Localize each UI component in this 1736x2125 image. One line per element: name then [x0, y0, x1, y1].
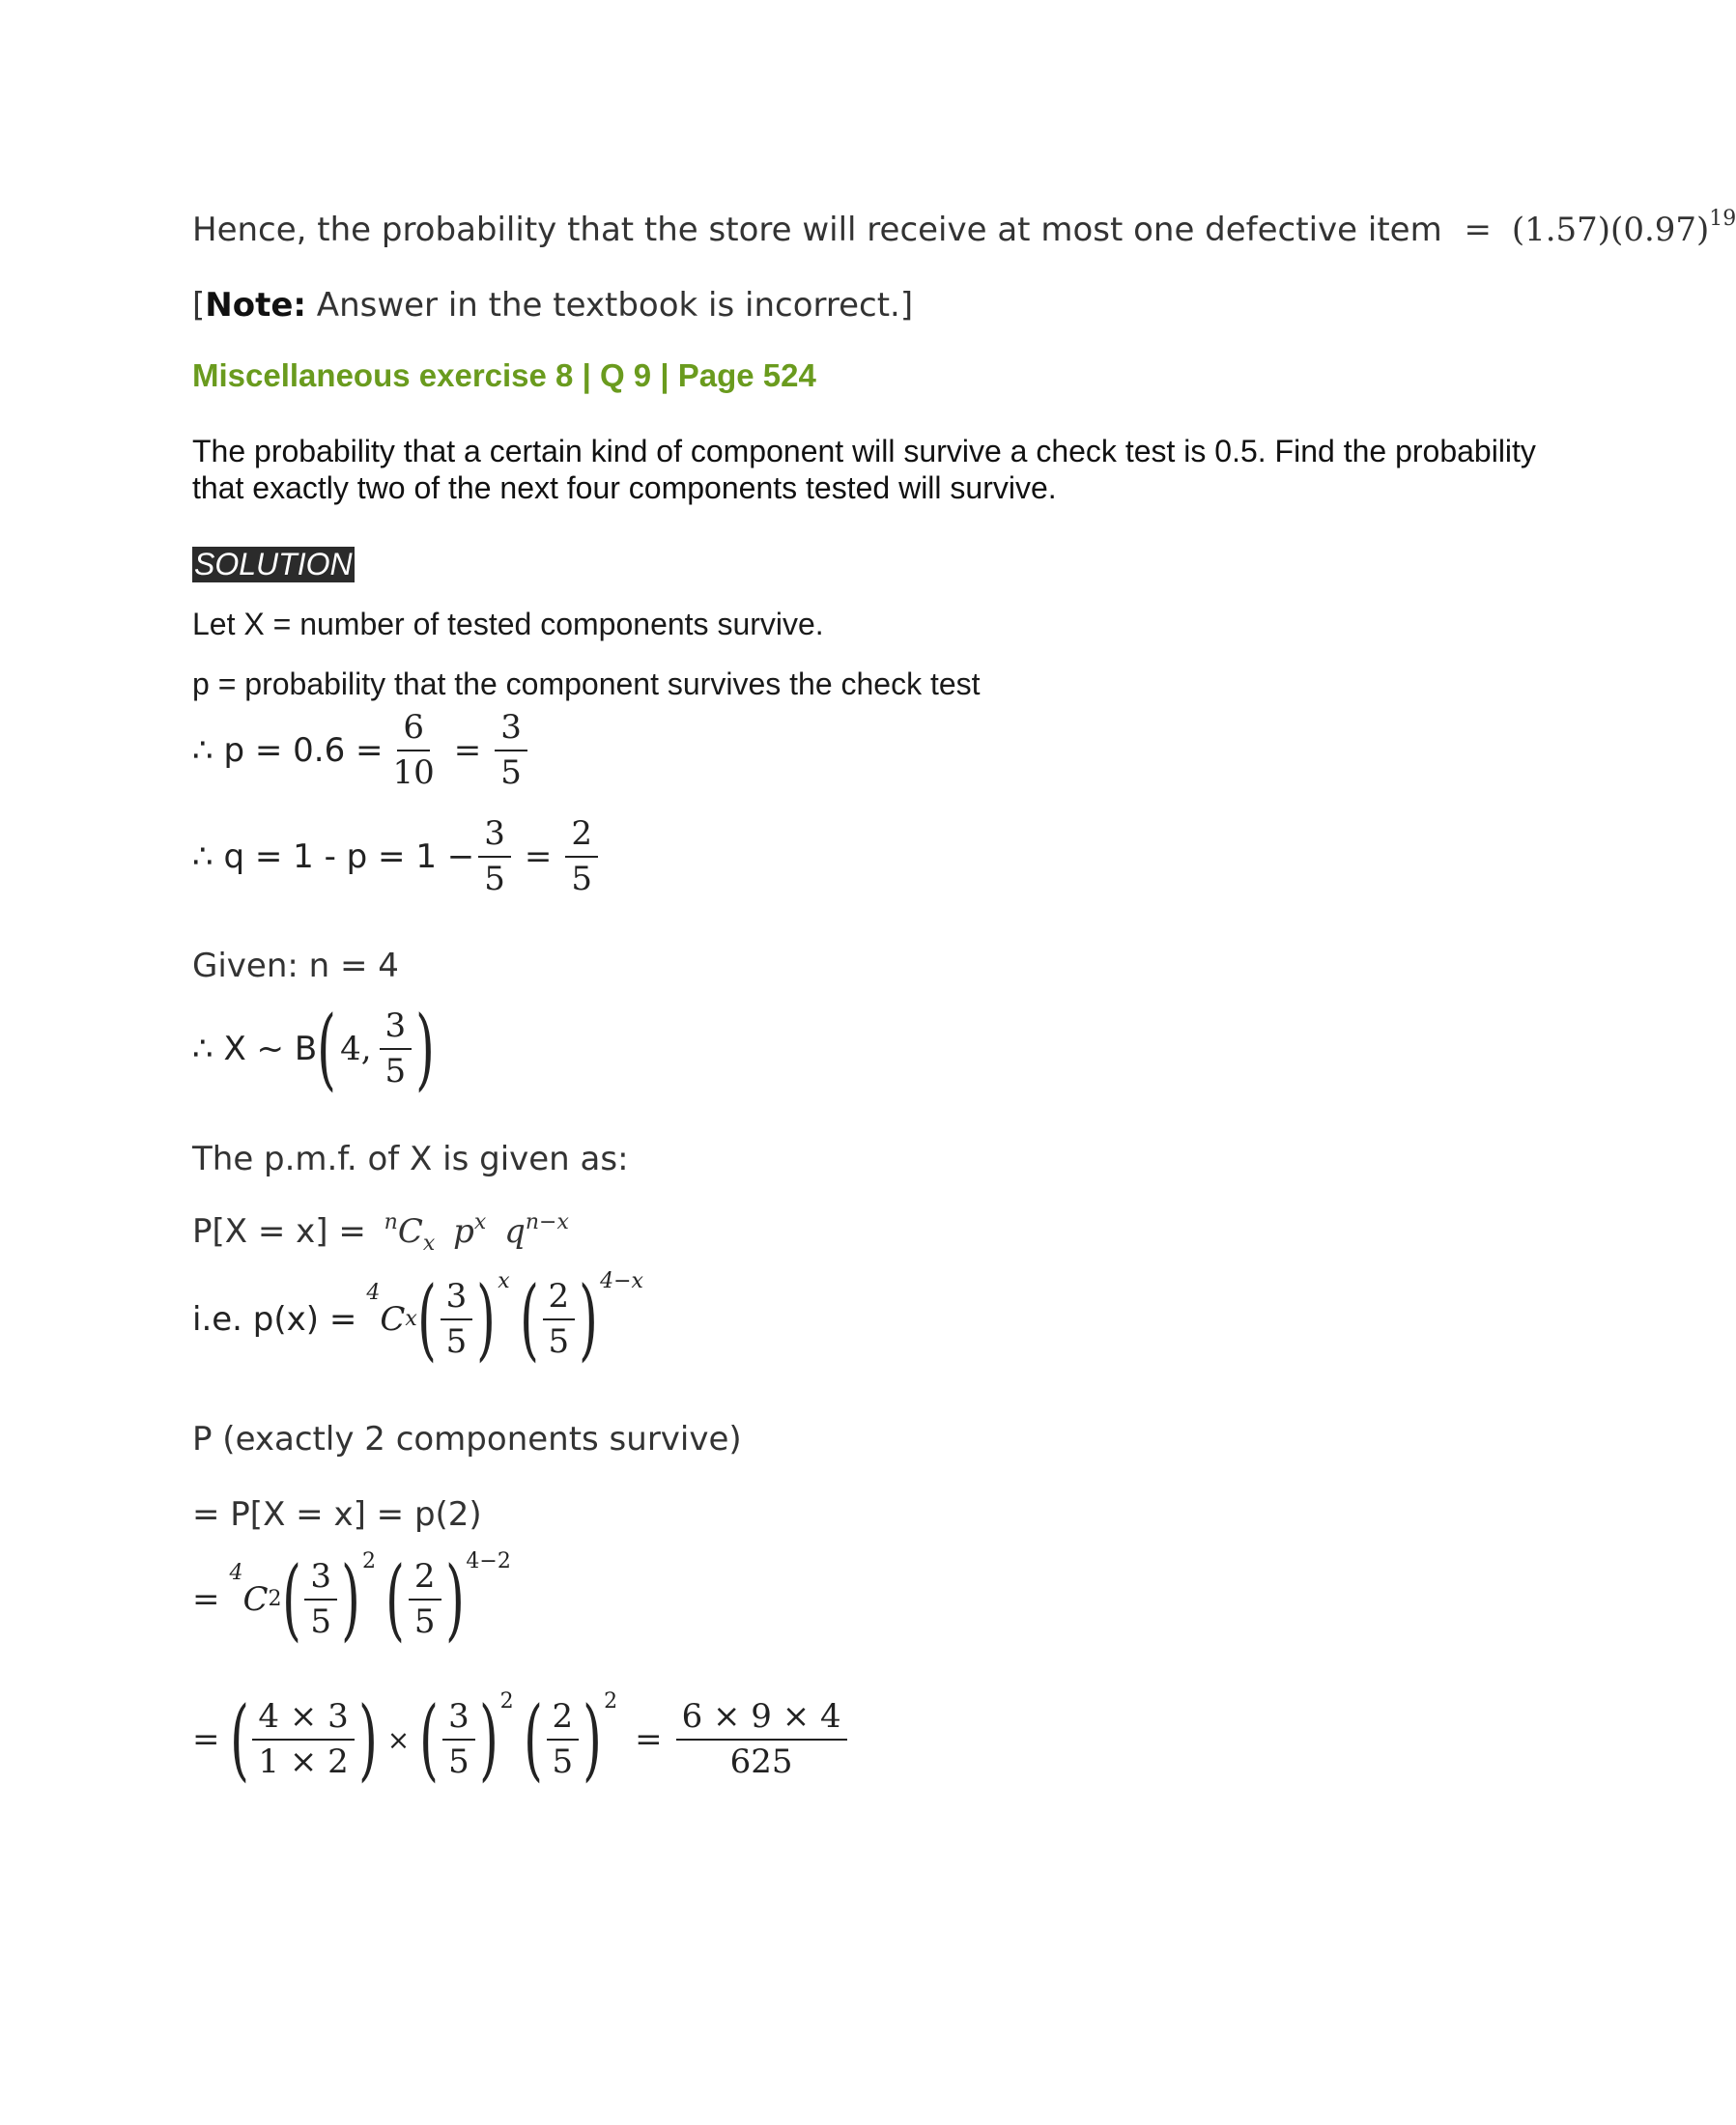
- note-bold: Note:: [205, 286, 306, 325]
- p-definition-line: p = probability that the component survives the check test: [192, 666, 981, 701]
- exactly-two-line: P (exactly 2 components survive): [192, 1420, 742, 1459]
- question-text: The probability that a certain kind of component will survive a check test is 0.5. Find the probability that exactly two of the next four components tested will survive.: [192, 434, 1536, 505]
- pmf-formula: [192, 1210, 569, 1256]
- exercise-heading: Miscellaneous exercise 8 | Q 9 | Page 524: [192, 357, 816, 393]
- pmf-sub: x: [422, 1232, 436, 1256]
- eq3-fraction-c: [252, 1696, 354, 1781]
- equation-2: = 4 C 2 ( $\frac{3}{5}$ ) 2 ( $\frac{2}{5}$ ) 4−2: [192, 1547, 511, 1651]
- ie-b-den: 5: [548, 1322, 570, 1361]
- p-f2-den: 5: [500, 753, 522, 793]
- p-fraction-2: [495, 710, 527, 792]
- ie-a-exp: x: [498, 1269, 510, 1293]
- eq3-r-den: 625: [729, 1742, 793, 1781]
- ie-pre: 4: [366, 1281, 381, 1305]
- distribution-line: ∴ X ~ B ( 4, $\frac{3}{5}$ ): [192, 997, 435, 1100]
- hence-line: Hence, the probability that the store will receive at most one defective item = $(1.57)(0.97)^{19}$: [192, 207, 1736, 249]
- note-text: Answer in the textbook is incorrect.]: [306, 286, 914, 325]
- q-f1-num: 3: [478, 816, 511, 858]
- pmf-n: n: [384, 1210, 398, 1234]
- eq2-a-den: 5: [310, 1602, 332, 1641]
- dist-fraction: [380, 1008, 413, 1091]
- ie-a-num: 3: [441, 1279, 473, 1320]
- pmf-lhs: P[X = x] =: [192, 1212, 366, 1251]
- given-line: Given: n = 4: [192, 947, 399, 985]
- eq3-c-den: 1 × 2: [258, 1742, 349, 1781]
- pmf-p: p: [453, 1212, 474, 1251]
- equation-1: = P[X = x] = p(2): [192, 1495, 482, 1534]
- pmf-p-exp: x: [473, 1210, 487, 1234]
- p-lhs: ∴ p = 0.6 =: [192, 731, 384, 771]
- ie-fraction-a: [441, 1276, 473, 1361]
- eq3-a-exp: 2: [499, 1689, 514, 1714]
- eq3-r-num: 6 × 9 × 4: [676, 1699, 847, 1741]
- q-f2-den: 5: [571, 860, 593, 899]
- hence-result: (1.57)(0.97): [1511, 211, 1710, 249]
- eq2-fraction-b: [409, 1556, 441, 1641]
- eq3-fraction-b: [547, 1696, 580, 1781]
- ie-a-den: 5: [445, 1322, 468, 1361]
- p-value-line: ∴ p = 0.6 = $\frac{6}{10}$ = $\frac{3}{5}$: [192, 710, 531, 792]
- p-f2-num: 3: [495, 710, 527, 751]
- solution-label: SOLUTION: [194, 547, 353, 581]
- eq2-b-num: 2: [409, 1559, 441, 1601]
- ie-b-exp: 4−x: [600, 1269, 643, 1293]
- pmf-ie-line: i.e. p(x) = 4 C x ( $\frac{3}{5}$ ) x ( $\frac{2}{5}$ ) 4−x: [192, 1267, 643, 1371]
- dist-num: 3: [380, 1008, 413, 1050]
- eq2-sub: 2: [268, 1587, 282, 1611]
- ie-fraction-b: [543, 1276, 576, 1361]
- hence-exponent: 19: [1709, 207, 1736, 231]
- eq2-a-exp: 2: [361, 1549, 376, 1573]
- ie-c: C: [380, 1300, 406, 1339]
- eq3-c-num: 4 × 3: [252, 1699, 354, 1741]
- dist-den: 5: [384, 1052, 407, 1091]
- let-x-line: Let X = number of tested components survive.: [192, 607, 824, 641]
- q-fraction-2: [565, 816, 598, 898]
- q-value-line: ∴ q = 1 - p = 1 − $\frac{3}{5}$ = $\frac{2}{5}$: [192, 816, 602, 898]
- eq2-pre: 4: [229, 1561, 243, 1585]
- eq3-result-fraction: [676, 1696, 847, 1781]
- q-f2-num: 2: [565, 816, 598, 858]
- dist-lhs: ∴ X ~ B: [192, 1030, 318, 1068]
- eq3-fraction-a: [442, 1696, 475, 1781]
- pmf-label: The p.m.f. of X is given as:: [192, 1140, 629, 1178]
- p-fraction-1: [387, 710, 441, 792]
- eq2-b-den: 5: [413, 1602, 436, 1641]
- p-f1-num: 6: [397, 710, 430, 751]
- q-lhs: ∴ q = 1 - p = 1 −: [192, 837, 475, 877]
- eq2-b-exp: 4−2: [466, 1549, 511, 1573]
- q-fraction-1: [478, 816, 511, 898]
- eq3-b-num: 2: [547, 1699, 580, 1741]
- note-line: [Note: Answer in the textbook is incorrect.]: [192, 286, 914, 325]
- p-f1-den: 10: [392, 753, 435, 793]
- eq3-a-num: 3: [442, 1699, 475, 1741]
- dist-n: 4,: [340, 1030, 372, 1068]
- pmf-c: C: [397, 1212, 423, 1251]
- eq3-b-den: 5: [552, 1742, 574, 1781]
- hence-text: Hence, the probability that the store will receive at most one defective item: [192, 211, 1442, 249]
- ie-lhs: i.e. p(x) =: [192, 1300, 357, 1339]
- pmf-q-exp: n−x: [525, 1210, 569, 1234]
- eq3-a-den: 5: [448, 1742, 470, 1781]
- q-f1-den: 5: [484, 860, 505, 899]
- pmf-q: q: [504, 1212, 526, 1251]
- eq2-a-num: 3: [304, 1559, 337, 1601]
- ie-b-num: 2: [543, 1279, 576, 1320]
- eq3-b-exp: 2: [604, 1689, 618, 1714]
- ie-sub: x: [405, 1307, 417, 1331]
- equation-3: = ( $\frac{4 \times 3}{1 \times 2}$ ) × ( $\frac{3}{5}$ ) 2 ( $\frac{2}{5}$ ) 2 = $\frac{6 \times 9 \times 4}{625}$: [192, 1695, 851, 1784]
- eq2-c: C: [242, 1580, 269, 1619]
- eq2-fraction-a: [304, 1556, 337, 1641]
